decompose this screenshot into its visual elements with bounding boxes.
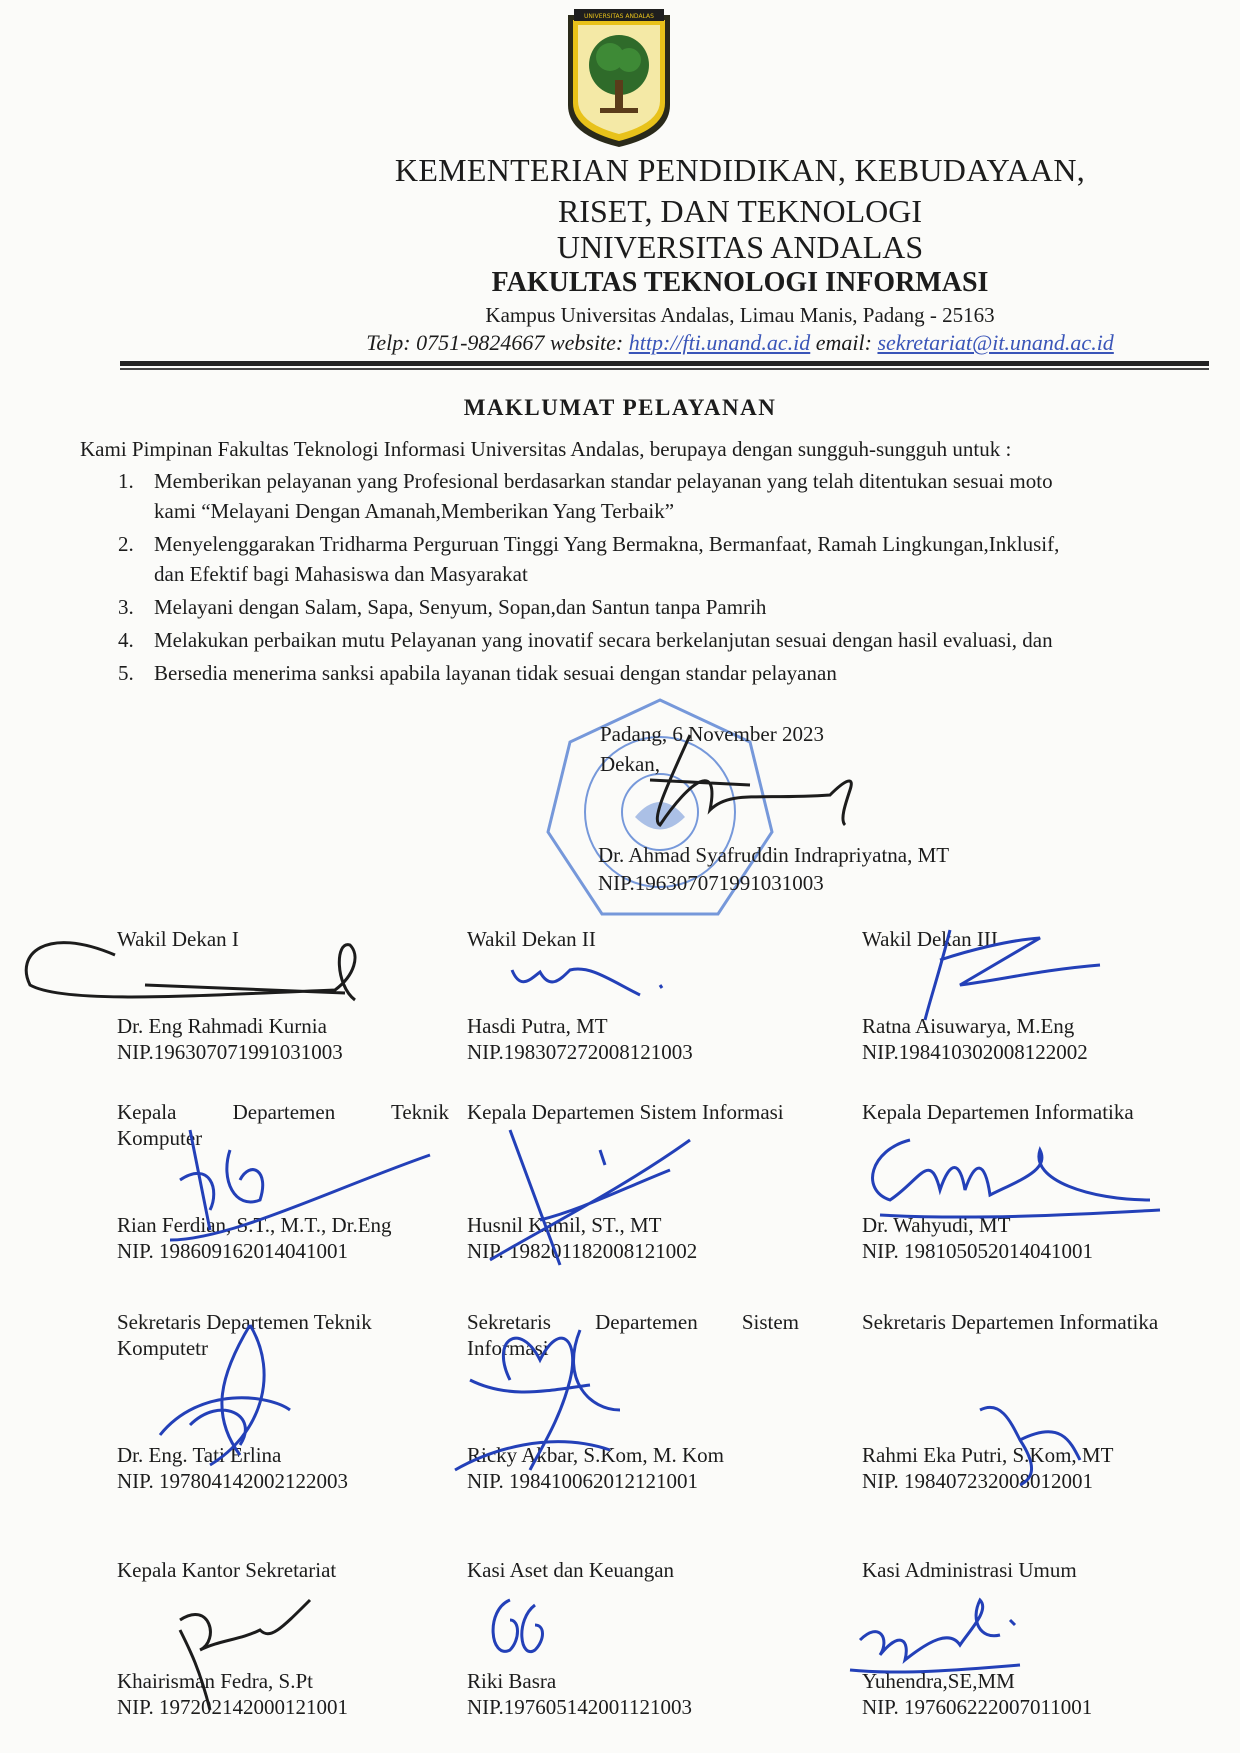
commitment-list [118,466,1228,691]
signatory-name: Hasdi Putra, MT [467,1014,608,1038]
ministry-line-1: KEMENTERIAN PENDIDIKAN, KEBUDAYAAN, [394,152,1086,188]
university-name: UNIVERSITAS ANDALAS [556,229,924,265]
list-item [118,529,1228,589]
signatory-name: Dr. Eng Rahmadi Kurnia [117,1014,327,1038]
signatory-position: Sekretaris Departemen Sistem [467,1310,800,1334]
signatory-position: Kasi Administrasi Umum [862,1558,1077,1582]
signatory-identity [117,1013,343,1065]
signature-12 [840,1580,1070,1690]
signature-9 [960,1380,1160,1490]
signatory-nip: NIP. 198609162014041001 [117,1239,349,1263]
signatory-position-cont: Komputer [117,1126,203,1150]
phone-text: Telp: 0751-9824667 [366,330,545,355]
list-number: 3. [118,595,134,619]
dean-nip: NIP.196307071991031003 [598,871,824,895]
faculty-name: FAKULTAS TEKNOLOGI INFORMASI [491,267,989,298]
contact-line [120,330,1240,356]
dean-position: Dekan, [600,752,661,776]
signatory-position: Kepala Departemen Teknik [117,1100,449,1124]
signatory-nip: NIP.198410302008122002 [862,1040,1088,1064]
list-text: Melakukan perbaikan mutu Pelayanan yang inovatif secara berkelanjutan sesuai dengan hasil evaluasi, dan [154,628,1053,652]
signatory-nip: NIP. 197606222007011001 [862,1695,1093,1719]
header-rule-thick [120,361,1209,366]
university-logo [560,5,678,150]
signatory-position: Kepala Departemen Sistem Informasi [467,1100,784,1124]
dean-signature [630,720,890,850]
list-text: Melayani dengan Salam, Sapa, Senyum, Sopan,dan Santun tanpa Pamrih [154,595,767,619]
signatory-name: Husnil Kamil, ST., MT [467,1213,662,1237]
signatory-position-cont: Informasi [467,1336,549,1360]
website-label: website: [549,330,624,355]
place-date: Padang, 6 November 2023 [600,722,824,746]
signatory-position: Kasi Aset dan Keuangan [467,1558,675,1582]
signatory-nip: NIP. 198201182008121002 [467,1239,698,1263]
header-rule-thin [120,368,1209,370]
signature-5 [480,1110,700,1270]
list-number: 1. [118,469,134,493]
list-text-cont: dan Efektif bagi Mahasiswa dan Masyarakat [154,562,528,586]
list-text: Bersedia menerima sanksi apabila layanan tidak sesuai dengan standar pelayanan [154,661,837,685]
signature-6 [850,1120,1170,1240]
signatory-name: Ricky Akbar, S.Kom, M. Kom [467,1443,724,1467]
list-text: Menyelenggarakan Tridharma Perguruan Tinggi Yang Bermakna, Bermanfaat, Ramah Lingkungan,Inklusif, [154,532,1060,556]
list-item [118,625,1228,655]
signatory-nip: NIP. 198410062012121001 [467,1469,699,1493]
list-number: 4. [118,628,134,652]
list-item [118,658,1228,688]
signature-11 [480,1580,570,1680]
signatory-name: Ratna Aisuwarya, M.Eng [862,1014,1075,1038]
document-title: MAKLUMAT PELAYANAN [463,395,777,420]
signatory-identity [467,1013,693,1065]
signature-2 [500,950,680,1010]
email-link[interactable]: sekretariat@it.unand.ac.id [877,330,1114,355]
signatory-block [467,926,596,952]
signatory-position-cont: Komputetr [117,1336,208,1360]
signatory-position: Wakil Dekan II [467,927,596,951]
list-item [118,592,1228,622]
campus-address: Kampus Universitas Andalas, Limau Manis, Padang - 25163 [485,303,995,327]
signature-10 [150,1580,330,1720]
signatory-block [862,1309,1158,1335]
signatory-nip: NIP. 197804142002122003 [117,1469,349,1493]
email-label: email: [815,330,872,355]
list-text-cont: kami “Melayani Dengan Amanah,Memberikan Yang Terbaik” [154,499,675,523]
website-link[interactable]: http://fti.unand.ac.id [628,330,811,355]
signatory-nip: NIP. 197202142000121001 [117,1695,349,1719]
signatory-nip: NIP.196307071991031003 [117,1040,343,1064]
signatory-name: Khairisman Fedra, S.Pt [117,1669,313,1693]
signatory-nip: NIP.198307272008121003 [467,1040,693,1064]
signatory-name: Rian Ferdian, S.T., M.T., Dr.Eng [117,1213,392,1237]
signatory-name: Yuhendra,SE,MM [862,1669,1015,1693]
signatory-nip: NIP. 198105052014041001 [862,1239,1094,1263]
signatory-name: Rahmi Eka Putri, S.Kom, MT [862,1443,1114,1467]
signatory-position: Wakil Dekan III [862,927,998,951]
svg-text:UNIVERSITAS ANDALAS: UNIVERSITAS ANDALAS [584,13,654,20]
signature-3 [910,920,1130,1030]
ministry-line-2: RISET, DAN TEKNOLOGI [557,193,923,229]
signature-7 [150,1315,330,1475]
signatory-position: Sekretaris Departemen Teknik [117,1310,372,1334]
signatory-name: Dr. Wahyudi, MT [862,1213,1011,1237]
signature-4 [150,1120,450,1260]
signatory-name: Dr. Eng. Tati Erlina [117,1443,282,1467]
intro-paragraph: Kami Pimpinan Fakultas Teknologi Informasi Universitas Andalas, berupaya dengan sungguh-sungguh untuk : [80,437,1012,461]
dean-name: Dr. Ahmad Syafruddin Indrapriyatna, MT [598,843,950,867]
signatory-name: Riki Basra [467,1669,557,1693]
list-number: 2. [118,532,134,556]
signatory-nip: NIP. 198407232008012001 [862,1469,1094,1493]
signatory-position: Kepala Kantor Sekretariat [117,1558,337,1582]
list-number: 5. [118,661,134,685]
list-item [118,466,1228,526]
list-text: Memberikan pelayanan yang Profesional berdasarkan standar pelayanan yang telah ditentukan sesuai moto [154,469,1053,493]
signatory-position: Sekretaris Departemen Informatika [862,1310,1159,1334]
signatory-nip: NIP.197605142001121003 [467,1695,692,1719]
signature-1 [5,905,395,1015]
signatory-position: Wakil Dekan I [117,927,239,951]
signatory-position: Kepala Departemen Informatika [862,1100,1134,1124]
signature-8 [450,1300,670,1480]
